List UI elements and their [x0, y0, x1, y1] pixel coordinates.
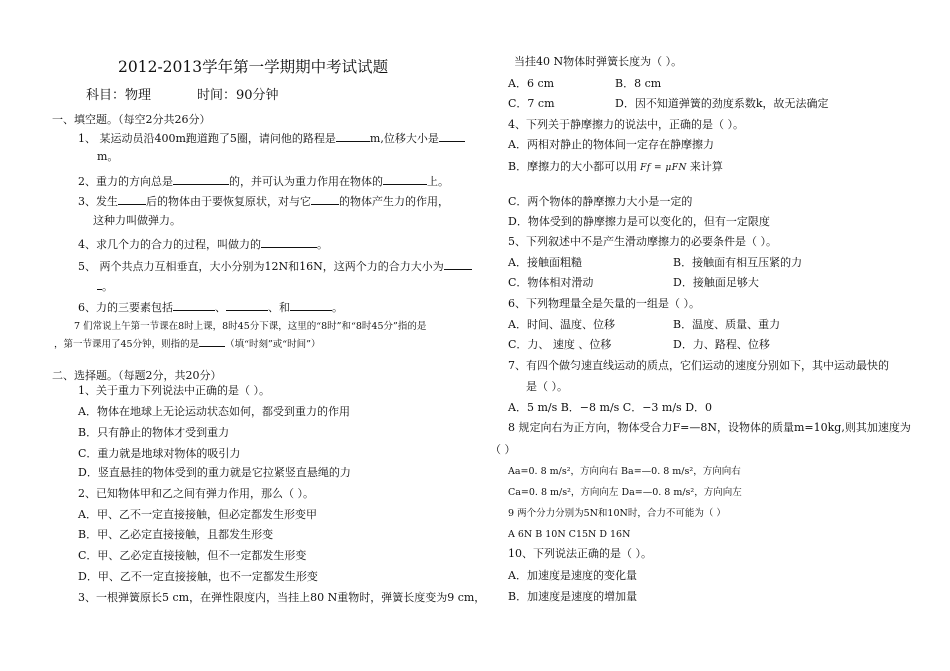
choice-q6-option-c: C．力、 速度 、位移: [508, 338, 612, 351]
choice-q2-option-b: B．甲、乙必定直接接触，且都发生形变: [78, 528, 274, 541]
choice-q6-option-a: A．时间、温度、位移: [508, 318, 615, 331]
fill-q6: 6、力的三要素包括 、 、和 。: [78, 301, 343, 314]
fill-q4: 4、求几个力的合力的过程，叫做力的 。: [78, 238, 328, 251]
choice-q2-option-c: C．甲、乙必定直接接触，但不一定都发生形变: [78, 549, 307, 562]
fill-q3-cont: 这种力叫做弹力。: [93, 214, 181, 227]
fill-q1: 1、 某运动员沿400m跑道跑了5圈，请问他的路程是 m,位移大小是: [78, 130, 465, 146]
fill-q1-cont: m。: [97, 150, 119, 163]
choice-q10-option-a: A．加速度是速度的变化量: [508, 569, 637, 582]
choice-q2: 2、已知物体甲和乙之间有弹力作用，那么（ ）。: [78, 487, 314, 500]
choice-q3-option-c: C．7 cm: [508, 97, 555, 110]
answer-blank[interactable]: [439, 130, 465, 142]
subject-label: 科目：物理: [86, 88, 152, 103]
choice-q5-option-a: A．接触面粗糙: [508, 256, 582, 269]
answer-blank[interactable]: [261, 236, 317, 248]
choice-q5-option-b: B．接触面有相互压紧的力: [673, 256, 803, 269]
choice-q1-option-a: A．物体在地球上无论运动状态如何，都受到重力的作用: [78, 405, 350, 418]
choice-q4-option-c: C．两个物体的静摩擦力大小是一定的: [508, 195, 693, 208]
choice-q7-line2: 是（ ）。: [526, 380, 568, 393]
choice-q2-option-a: A．甲、乙不一定直接接触，但必定都发生形变甲: [78, 508, 317, 521]
fill-q2: 2、重力的方向总是 的，并可认为重力作用在物体的 上。: [78, 175, 449, 188]
choice-q1-option-b: B．只有静止的物体才受到重力: [78, 426, 230, 439]
fill-q5: 5、 两个共点力互相垂直，大小分别为12N和16N，这两个力的合力大小为: [78, 258, 472, 274]
choice-q3-line1: 3、一根弹簧原长5 cm，在弹性限度内，当挂上80 N重物时，弹簧长度变为9 cm，: [78, 591, 486, 604]
choice-q7-line1: 7、有四个做匀速直线运动的质点，它们运动的速度分别如下，其中运动最快的: [508, 359, 889, 372]
time-label: 时间：90分钟: [197, 88, 279, 103]
choice-q1-option-c: C．重力就是地球对物体的吸引力: [78, 447, 241, 460]
choice-q1: 1、关于重力下列说法中正确的是（ ）。: [78, 384, 270, 397]
choice-q2-option-d: D．甲、乙不一定直接接触，也不一定都发生形变: [78, 570, 318, 583]
choice-q6-option-b: B．温度、质量、重力: [673, 318, 781, 331]
choice-q5-option-d: D．接触面足够大: [673, 276, 759, 289]
choice-q4-option-d: D．物体受到的静摩擦力是可以变化的，但有一定限度: [508, 215, 770, 228]
choice-q10-option-b: B．加速度是速度的增加量: [508, 590, 638, 603]
choice-q3-option-b: B．8 cm: [615, 77, 662, 90]
fill-q5-cont: 。: [97, 278, 113, 294]
choice-q10: 10、下列说法正确的是（ ）。: [508, 547, 652, 560]
choice-q8-options-ab: Aa=0. 8 m/s²，方向向右 Ba=—0. 8 m/s²，方向向右: [508, 466, 741, 477]
choice-q6: 6、下列物理量全是矢量的一组是（ ）。: [508, 297, 700, 310]
friction-formula: Ff = μFN: [640, 163, 687, 173]
choice-q4: 4、下列关于静摩擦力的说法中，正确的是（ ）。: [508, 118, 744, 131]
choice-q1-option-d: D．竖直悬挂的物体受到的重力就是它拉紧竖直悬绳的力: [78, 466, 351, 479]
choice-q8-options-cd: Ca=0. 8 m/s²，方向向左 Da=—0. 8 m/s²，方向向左: [508, 487, 742, 498]
answer-blank[interactable]: [226, 299, 268, 311]
choice-q9: 9 两个分力分别为5N和10N时，合力不可能为（ ）: [508, 508, 726, 519]
exam-title: 2012-2013学年第一学期期中考试试题: [118, 58, 389, 76]
fill-q7-line2: ，第一节课用了45分钟，则指的是 （填“时刻”或“时间”）: [54, 335, 321, 352]
answer-blank[interactable]: [444, 258, 472, 270]
section2-heading: 二、选择题。（每题2分，共20分）: [52, 369, 222, 382]
answer-blank[interactable]: [118, 193, 146, 205]
answer-blank[interactable]: [383, 173, 427, 185]
choice-q5-option-c: C．物体相对滑动: [508, 276, 594, 289]
answer-blank[interactable]: [290, 299, 332, 311]
choice-q9-options: A 6N B 10N C15N D 16N: [508, 529, 631, 540]
choice-q3-option-a: A．6 cm: [508, 77, 555, 90]
choice-q3-option-d: D．因不知道弹簧的劲度系数k，故无法确定: [615, 97, 829, 110]
answer-blank[interactable]: [199, 335, 225, 347]
answer-blank[interactable]: [173, 299, 215, 311]
choice-q4-option-a: A．两相对静止的物体间一定存在静摩擦力: [508, 138, 714, 151]
answer-blank[interactable]: [173, 173, 229, 185]
choice-q8-line1: 8 规定向右为正方向，物体受合力F=—8N，设物体的质量m=10kg,则其加速度为: [508, 421, 911, 434]
section1-heading: 一、填空题。（每空2分共26分）: [52, 113, 211, 126]
choice-q7-options: A．5 m/s B．−8 m/s C．−3 m/s D．0: [508, 401, 713, 414]
answer-blank[interactable]: [311, 193, 339, 205]
answer-blank[interactable]: [336, 130, 370, 142]
choice-q5: 5、下列叙述中不是产生滑动摩擦力的必要条件是（ ）。: [508, 235, 777, 248]
fill-q3: 3、发生 后的物体由于要恢复原状，对与它 的物体产生力的作用，: [78, 195, 449, 208]
choice-q8-line2: （ ）: [490, 443, 516, 456]
choice-q3-line2: 当挂40 N物体时弹簧长度为（ ）。: [514, 55, 683, 68]
choice-q4-option-b: B．摩擦力的大小都可以用 Ff = μFN 来计算: [508, 160, 723, 173]
fill-q7-line1: 7 们常说上午第一节课在8时上课，8时45分下课，这里的“8时”和“8时45分”指的是: [74, 321, 427, 332]
choice-q6-option-d: D．力、路程、位移: [673, 338, 770, 351]
